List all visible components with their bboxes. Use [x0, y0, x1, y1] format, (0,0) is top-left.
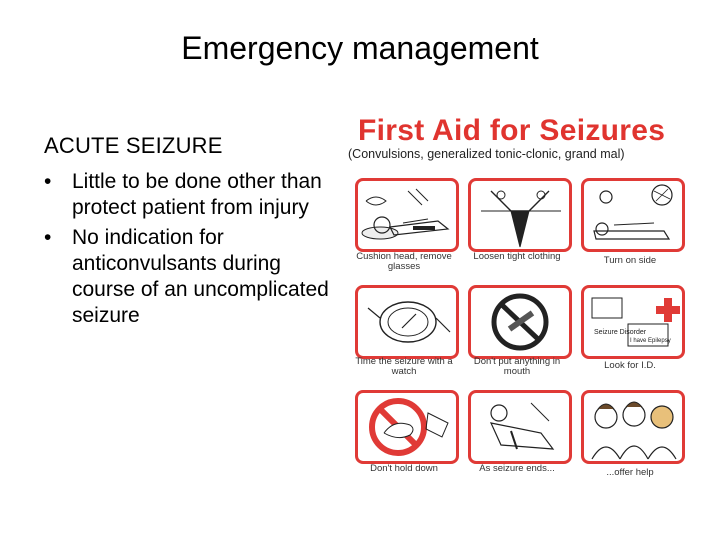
caption-offer-help: ...offer help [606, 467, 654, 478]
panel-seizure-ends [468, 390, 572, 464]
bullet-text: Little to be done other than protect patient from injury [72, 170, 322, 219]
recovery-position-illustration [471, 393, 569, 461]
caption-cushion-head: Cushion head, remove glasses [356, 251, 452, 272]
panel-time-seizure [355, 285, 459, 359]
first-aid-poster [348, 110, 688, 488]
caption-time-seizure: Time the seizure with a watch [355, 356, 453, 377]
panel-offer-help [581, 390, 685, 464]
bullet-list [44, 169, 344, 329]
caption-turn-on-side: Turn on side [603, 255, 657, 266]
cushion-head-illustration [358, 181, 456, 249]
watch-illustration [358, 288, 456, 356]
section-heading: ACUTE SEIZURE [44, 133, 223, 158]
helpers-illustration [584, 393, 682, 461]
panel-nothing-in-mouth [468, 285, 572, 359]
caption-nothing-in-mouth: Don't put anything in mouth [473, 356, 561, 377]
dont-hold-down-icon [358, 393, 456, 461]
id-tag-label: I have Epilepsy [630, 338, 671, 344]
medical-id-illustration [584, 288, 682, 356]
panel-loosen-clothing [468, 178, 572, 252]
caption-seizure-ends: As seizure ends... [479, 463, 555, 474]
caption-look-for-id: Look for I.D. [604, 360, 656, 371]
loosen-clothing-illustration [471, 181, 569, 249]
turn-on-side-illustration [584, 181, 682, 249]
panel-turn-on-side [581, 178, 685, 252]
id-card-label: Seizure Disorder [594, 329, 647, 336]
caption-loosen-clothing: Loosen tight clothing [473, 251, 561, 262]
bullet-text: No indication for anticonvulsants during course of an uncomplicated seizure [72, 226, 329, 327]
poster-title: First Aid for Seizures [358, 114, 666, 147]
bullet-marker: • [44, 170, 52, 193]
no-object-in-mouth-icon [471, 288, 569, 356]
caption-dont-hold-down: Don't hold down [370, 463, 438, 474]
bullet-item [44, 225, 344, 329]
poster-subtitle: (Convulsions, generalized tonic-clonic, grand mal) [348, 147, 625, 161]
panel-cushion-head [355, 178, 459, 252]
panel-dont-hold-down [355, 390, 459, 464]
bullet-item [44, 169, 344, 221]
slide-title: Emergency management [181, 30, 539, 66]
panel-look-for-id [581, 285, 685, 359]
content-column [44, 133, 344, 333]
bullet-marker: • [44, 226, 52, 249]
